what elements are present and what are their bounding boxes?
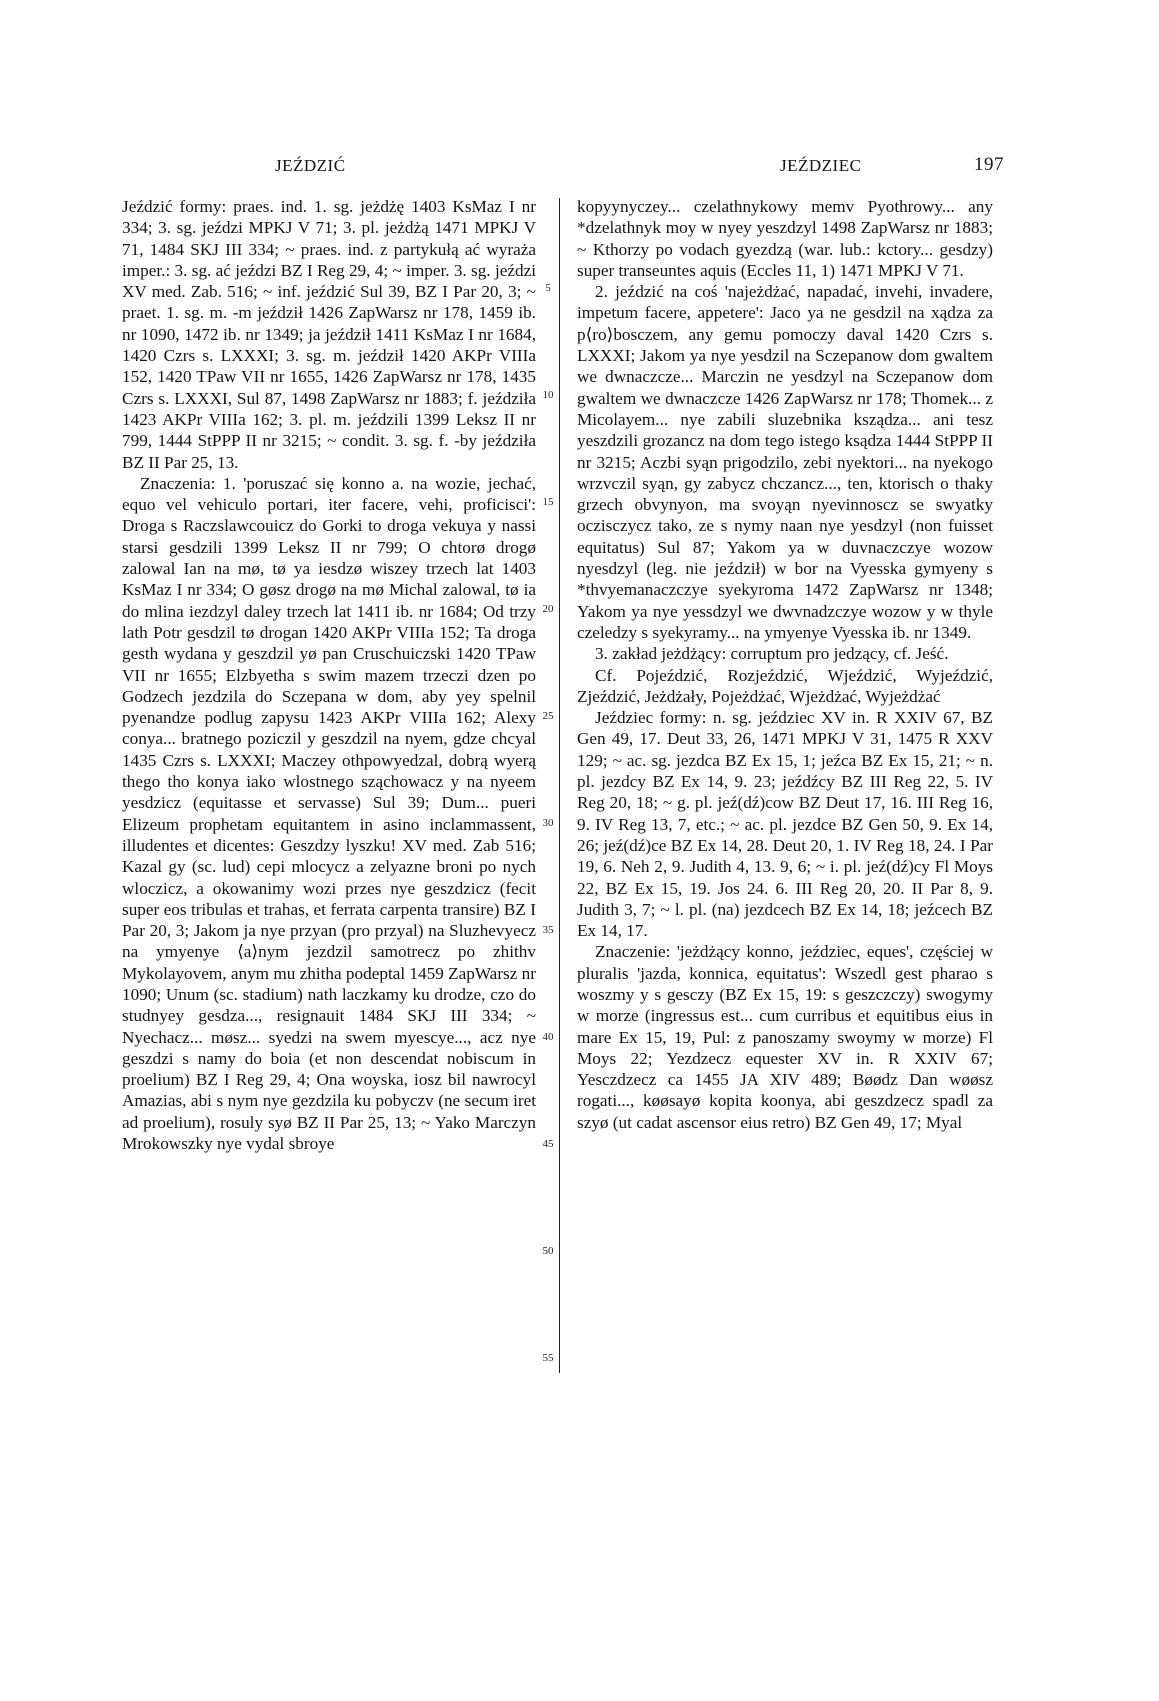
header-left-headword: JEŹDZIĆ	[275, 156, 346, 175]
page-number: 197	[974, 154, 1004, 175]
entry-jezdzic-forms: Jeździć formy: praes. ind. 1. sg. jeżdżę 1403 KsMaz I nr 334; 3. sg. jeździ MPKJ V 71; 3. pl. jeżdżą 1471 MPKJ V 71, 1484 SKJ III 334; ~ praes. ind. z partykułą ać wyraża imper.: 3. sg. ać jeździ BZ I Reg 29, 4; ~ imper. 3. sg. jeździ XV med. Zab. 516; ~ inf. jeździć Sul 39, BZ I Par 20, 3; ~ praet. 1. sg. m. -m jeździł 1426 ZapWarsz nr 178, 1459 ib. nr 1090, 1472 ib. nr 1349; ja jeździł 1411 KsMaz I nr 1684, 1420 Czrs s. LXXXI; 3. sg. m. jeździł 1420 AKPr VIIIa 152, 1420 TPaw VII nr 1655, 1426 ZapWarsz nr 178, 1435 Czrs s. LXXXI, Sul 87, 1498 ZapWarsz nr 1883; f. jeździła 1423 AKPr VIIIa 162; 3. pl. m. jeździli 1399 Leksz II nr 799, 1444 StPPP II nr 3215; ~ condit. 3. sg. f. -by jeździła BZ II Par 25, 13.	[122, 197, 536, 472]
line-number: 5	[545, 282, 551, 294]
entry-jezdziec-meaning: Znaczenie: 'jeżdżący konno, jeździec, eques', częściej w pluralis 'jazda, konnica, equitatus': Wszedl gest pharao s woszmy y s gesczy (BZ Ex 15, 19: s geszczczy) swogymy w morze (ingressus est... cum curribus et equitibus eius in mare Ex 15, 19, Pul: z panoszamy swoymy w morze) Fl Moys 22; Yezdzecz equester XV in. R XXIV 67; Yesczdzecz ca 1455 JA XIV 489; Bøødz Dan wøøsz rogati..., køøsayø kopita koonya, abi geszdzecz spadl za szyø (ut cadat ascensor eius retro) BZ Gen 49, 17; Myal	[577, 942, 993, 1132]
running-header	[0, 156, 1159, 180]
entry-jezdzic-meaning-3: 3. zakład jeżdżący: corruptum pro jedzący, cf. Jeść.	[595, 644, 949, 664]
entry-jezdzic-meanings: Znaczenia: 1. 'poruszać się konno a. na wozie, jechać, equo vel vehiculo portari, iter facere, vehi, proficisci': Droga s Raczslawcouicz do Gorki to droga vekuya y nassi starsi gesdzili 1399 Leksz II nr 799; O chtorø drogø zalowal Ian na mø, tø ya iesdzø wiszey trzech lat 1403 KsMaz I nr 334; O gøsz drogø na mø Michal zalowal, tø ia do mlina iezdzyl daley trzech lat 1411 ib. nr 1684; Od trzy lath Potr gesdzil tø drogan 1420 AKPr VIIIa 152; Ta droga gesth wydana y geszdzil yø pan Cruschuiczski 1420 TPaw VII nr 1655; Elzbyetha s swim mazem trzeczi dzen po Godzech jezdzila do Sczepana w dom, aby yey spelnil pyenandze podlug zapysu 1423 AKPr VIIIa 162; Alexy conya... bratnego poziczil y geszdzil na nyem, gdze chcyal 1435 Czrs s. LXXXI; Maczey othpowyedzal, dobrą wyerą thego tho konya iako wlostnego sząchowacz y na nyeem yesdzicz (equitasse et servasse) Sul 39; Dum... pueri Elizeum prophetam equitantem in asino inclammassent, illudentes et dicentes: Geszdzy lyszku! XV med. Zab 516; Kazal gy (sc. lud) cepi mlocycz a zelyazne broni po nych wloczicz, a okowanimy wozi przes nye geszdzicz (fecit super eos tribulas et trahas, et ferrata carpenta transire) BZ I Par 20, 3; Jakom ja nye przyan (pro przyal) na Sluzhevyecz na ymyenye ⟨a⟩nym jezdzil samotrecz po zhithv Mykolayovem, anym mu zhitha podeptal 1459 ZapWarsz nr 1090; Unum (sc. stadium) nath laczkamy ku drodze, czo do studnyey gesdza..., resignauit 1484 SKJ III 334; ~ Nyechacz... møsz... syedzi na swem myescye..., acz nye geszdzi s namy do boia (et non descendat nobiscum in proelium) BZ I Reg 29, 4; Ona woyska, iosz bil nawrocyl Amazias, abi s nym nye gezdzila ku pobyczv (ne secum iret ad proelium), rosuly syø BZ II Par 25, 13; ~ Yako Marczyn Mrokowszky nye vydal sbroye	[122, 473, 536, 1154]
line-number: 35	[542, 924, 554, 936]
entry-jezdziec-forms: Jeździec formy: n. sg. jeździec XV in. R XXIV 67, BZ Gen 49, 17. Deut 33, 26, 1471 MPKJ V 31, 1475 R XXV 129; ~ ac. sg. jezdca BZ Ex 15, 1; jeźca BZ Ex 15, 21; ~ n. pl. jezdcy BZ Ex 14, 9. 23; jeźdźcy BZ III Reg 22, 5. IV Reg 20, 18; ~ g. pl. jeź(dź)cow BZ Deut 17, 16. III Reg 16, 9. IV Reg 13, 7, etc.; ~ ac. pl. jezdce BZ Gen 50, 9. Ex 14, 26; jeź(dź)ce BZ Ex 14, 28. Deut 20, 1. IV Reg 18, 24. I Par 19, 6. Neh 2, 9. Judith 4, 13. 9, 6; ~ i. pl. jeź(dź)cy Fl Moys 22, BZ Ex 15, 19. Jos 24. 6. III Reg 20, 20. II Par 8, 9. Judith 3, 7; ~ l. pl. (na) jezdcech BZ Ex 14, 18; jeźcech BZ Ex 14, 17.	[577, 708, 993, 941]
entry-jezdzic-meaning-2: 2. jeździć na coś 'najeżdżać, napadać, invehi, invadere, impetum facere, appetere': Jaco ya ne gesdzil na xądza za p⟨ro⟩bosczem, any gemu pomoczy daval 1420 Czrs s. LXXXI; Jakom ya nye yesdzil na Sczepanow dom gwaltem we dwnaczcze... Marczin ne yesdzyl na Sczepanow dom gwaltem we dwnaczcze 1426 ZapWarsz nr 178; Thomek... z Micolayem... nye zabili sluzebnika ksządza... ani tesz yeszdzili grozancz na dom tego istego ksądza 1444 StPPP II nr 3215; Aczbi syąn prigodzilo, zebi nyektori... na nyekogo wrzvczil syąn, gy zabycz chczancz..., ten, ktorisch o thaky grzech obvynyon, ma svoyąn nyevinnoscz se swyatky oczisczycz tako, ze s nymy naan nye yesdzyl (non fuisset equitatus) Sul 87; Yakom ya w duvnaczczye wozow nyesdzyl (leg. nie jeździł) w bor na Vyesska gymyeny s *thvyemanaczczye syekyroma 1472 ZapWarsz nr 1348; Yakom ya nye yessdzyl we dwvnadzczye wozow y w thyle czeledzy s syekyramy... na ymyenye Vyesska ib. nr 1349.	[577, 282, 993, 642]
line-number: 45	[542, 1138, 554, 1150]
line-number: 15	[542, 496, 554, 508]
line-number: 50	[542, 1245, 554, 1257]
line-number: 10	[542, 389, 554, 401]
entry-jezdzic-continuation: kopyynyczey... czelathnykowy memv Pyothrowy... any *dzelathnyk moy w nyey yeszdzyl 1498 ZapWarsz nr 1883; ~ Kthorzy po vodach gyezdzą (war. lub.: kctory... gesdzy) super transeuntes aquis (Eccles 11, 1) 1471 MPKJ V 71.	[577, 197, 993, 280]
column-divider	[559, 198, 560, 1373]
line-number: 25	[542, 710, 554, 722]
line-number: 55	[542, 1352, 554, 1364]
left-column	[122, 196, 536, 1154]
right-column	[577, 196, 993, 1133]
header-right-headword: JEŹDZIEC	[780, 156, 862, 175]
line-number: 40	[542, 1031, 554, 1043]
line-number: 20	[542, 603, 554, 615]
line-number: 30	[542, 817, 554, 829]
entry-jezdzic-crossref: Cf. Pojeździć, Rozjeździć, Wjeździć, Wyjeździć, Zjeździć, Jeżdżały, Pojeżdżać, Wjeżdżać, Wyjeżdżać	[577, 665, 993, 706]
